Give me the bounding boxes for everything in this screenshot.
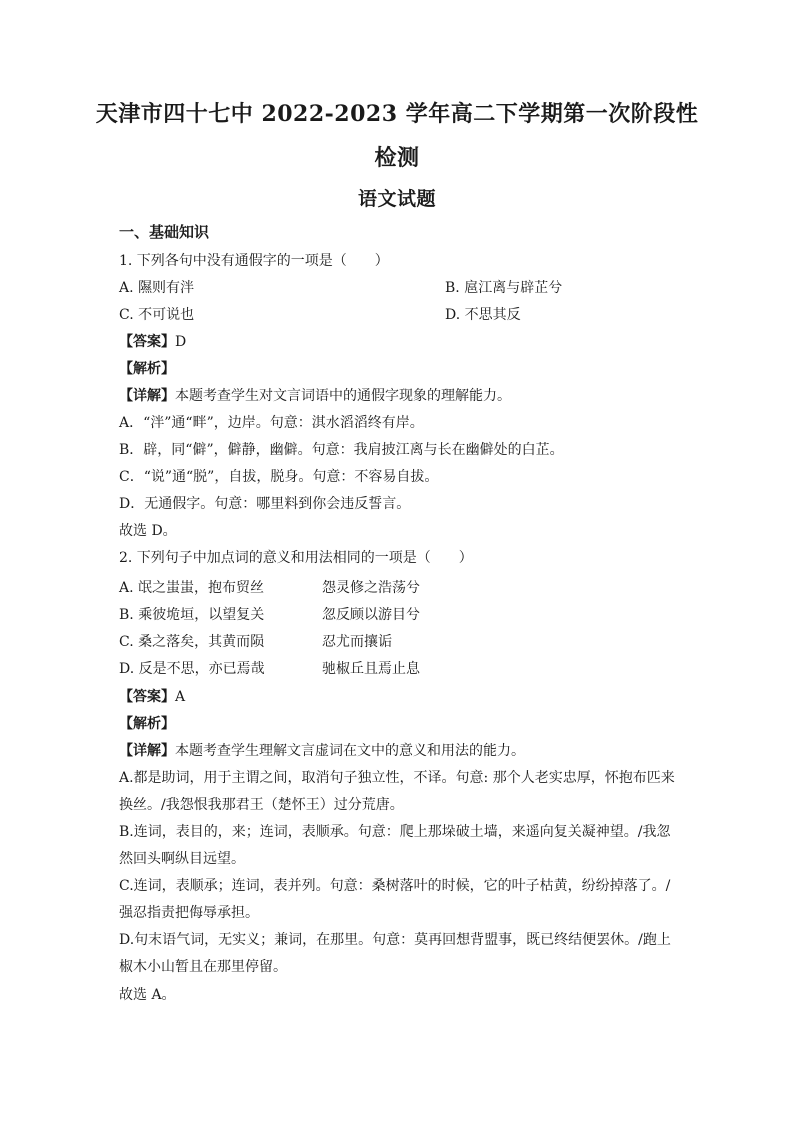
q1-conclusion: 故选 D。 xyxy=(119,523,177,539)
q2-option-b-pair: 忽反顾以游目兮 xyxy=(322,607,420,623)
q2-option-a-pair: 怨灵修之浩荡兮 xyxy=(322,580,420,596)
q2-explain-d-1: D.句末语气词，无实义；兼词，在那里。句意：莫再回想背盟事，既已终结便罢休。/跑上 xyxy=(119,932,671,948)
q2-option-a: A. 氓之蚩蚩，抱布贸丝 xyxy=(119,580,265,596)
q2-stem: 2. 下列句子中加点词的意义和用法相同的一项是（ ） xyxy=(119,550,473,566)
answer-value: A xyxy=(175,689,186,705)
q2-option-d: D. 反是不思，亦已焉哉 xyxy=(119,661,265,677)
q2-explain-d-2: 椒木小山暂且在那里停留。 xyxy=(119,959,287,975)
q2-explain-b-2: 然回头啊纵目远望。 xyxy=(119,851,245,867)
answer-tag: 【答案】 xyxy=(119,334,175,350)
section-heading: 一、基础知识 xyxy=(119,223,210,241)
q2-explain-a-1: A.都是助词，用于主谓之间，取消句子独立性，不译。句意: 那个人老实忠厚，怀抱布匹来 xyxy=(119,770,675,786)
q1-explain-c: C．“说”通“脱”，自拔，脱身。句意：不容易自拔。 xyxy=(119,469,439,485)
q2-option-d-pair: 驰椒丘且焉止息 xyxy=(322,661,420,677)
document-subtitle: 语文试题 xyxy=(357,188,436,210)
q2-detail xyxy=(119,741,525,761)
document-title-continued: 检测 xyxy=(374,145,420,171)
q2-answer xyxy=(119,687,185,707)
q2-explain-a-2: 换丝。/我怨恨我那君王（楚怀王）过分荒唐。 xyxy=(119,797,404,813)
q2-option-c: C. 桑之落矣，其黄而陨 xyxy=(119,634,265,650)
q1-analysis-tag: 【解析】 xyxy=(119,361,175,377)
detail-text: 本题考查学生理解文言虚词在文中的意义和用法的能力。 xyxy=(175,743,525,759)
detail-tag: 【详解】 xyxy=(119,388,175,404)
q1-stem: 1. 下列各句中没有通假字的一项是（ ） xyxy=(119,253,389,269)
q1-explain-b: B．辟，同“僻”，僻静，幽僻。句意：我肩披江离与长在幽僻处的白芷。 xyxy=(119,442,564,458)
q1-option-c: C. 不可说也 xyxy=(119,307,195,323)
q1-explain-d: D．无通假字。句意：哪里料到你会违反誓言。 xyxy=(119,496,411,512)
q1-option-a: A. 隰则有泮 xyxy=(119,280,195,296)
q1-option-b: B. 扈江离与辟芷兮 xyxy=(445,280,563,296)
q1-explain-a: A．“泮”通“畔”，边岸。句意：淇水滔滔终有岸。 xyxy=(119,415,424,431)
q2-option-c-pair: 忍尤而攘诟 xyxy=(322,634,392,650)
q2-conclusion: 故选 A。 xyxy=(119,987,176,1003)
document-title: 天津市四十七中 2022-2023 学年高二下学期第一次阶段性 xyxy=(95,101,699,127)
detail-text: 本题考查学生对文言词语中的通假字现象的理解能力。 xyxy=(175,388,511,404)
q1-option-d: D. 不思其反 xyxy=(445,307,521,323)
q2-analysis-tag: 【解析】 xyxy=(119,716,175,732)
q1-detail xyxy=(119,386,511,406)
q2-option-b: B. 乘彼垝垣，以望复关 xyxy=(119,607,265,623)
answer-value: D xyxy=(175,334,187,350)
q2-explain-c-1: C.连词，表顺承；连词，表并列。句意：桑树落叶的时候，它的叶子枯黄，纷纷掉落了。/ xyxy=(119,878,671,894)
answer-tag: 【答案】 xyxy=(119,689,175,705)
q2-explain-b-1: B.连词，表目的，来；连词，表顺承。句意：爬上那垛破土墙，来遥向复关凝神望。/我忽 xyxy=(119,824,671,840)
q1-answer xyxy=(119,332,186,352)
detail-tag: 【详解】 xyxy=(119,743,175,759)
q2-explain-c-2: 强忍指责把侮辱承担。 xyxy=(119,905,259,921)
